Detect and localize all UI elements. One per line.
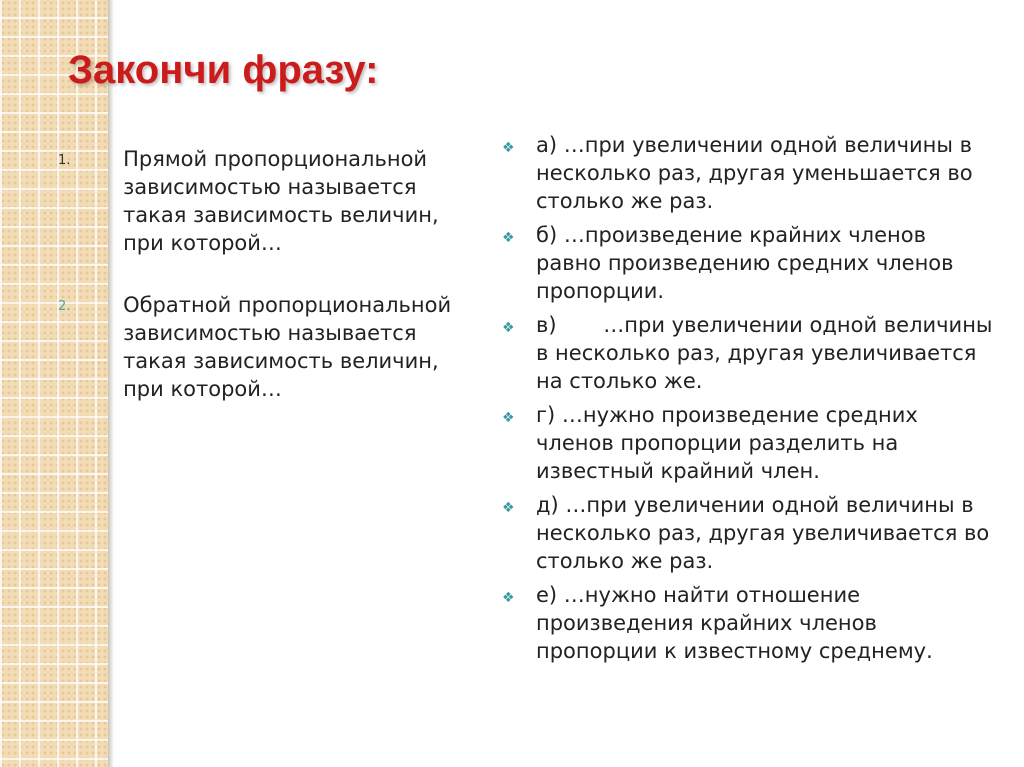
- answer-item: [502, 131, 1002, 215]
- answer-text: г) …нужно произведение средних членов пропорции разделить на известный крайний член.: [536, 403, 918, 483]
- answer-item: [502, 311, 1002, 395]
- question-item: [58, 145, 478, 257]
- question-number: 1.: [58, 153, 71, 168]
- four-diamond-bullet-icon: ❖: [502, 410, 515, 426]
- four-diamond-bullet-icon: ❖: [502, 140, 515, 156]
- answer-item: [502, 401, 1002, 485]
- four-diamond-bullet-icon: ❖: [502, 320, 515, 336]
- answer-text: б) …произведение крайних членов равно произведению средних членов пропорции.: [536, 223, 954, 303]
- slide-title: Закончи фразу:: [68, 48, 379, 92]
- question-item: [58, 291, 478, 403]
- question-text: Обратной пропорциональной зависимостью называется такая зависимость величин, при которой…: [123, 293, 452, 401]
- answer-item: [502, 581, 1002, 665]
- four-diamond-bullet-icon: ❖: [502, 590, 515, 606]
- answer-item: [502, 221, 1002, 305]
- four-diamond-bullet-icon: ❖: [502, 230, 515, 246]
- four-diamond-bullet-icon: ❖: [502, 500, 515, 516]
- question-number: 2.: [58, 299, 71, 314]
- question-text: Прямой пропорциональной зависимостью называется такая зависимость величин, при которой…: [123, 147, 439, 255]
- questions-list: [58, 145, 478, 437]
- answer-item: [502, 491, 1002, 575]
- answer-text: д) …при увеличении одной величины в несколько раз, другая увеличивается во столько же раз.: [536, 493, 990, 573]
- answer-text: в) …при увеличении одной величины в несколько раз, другая увеличивается на столько же.: [536, 313, 1000, 393]
- answers-list: [502, 131, 1002, 671]
- answer-text: е) …нужно найти отношение произведения крайних членов пропорции к известному среднему.: [536, 583, 933, 663]
- answer-text: а) …при увеличении одной величины в несколько раз, другая уменьшается во столько же раз.: [536, 133, 973, 213]
